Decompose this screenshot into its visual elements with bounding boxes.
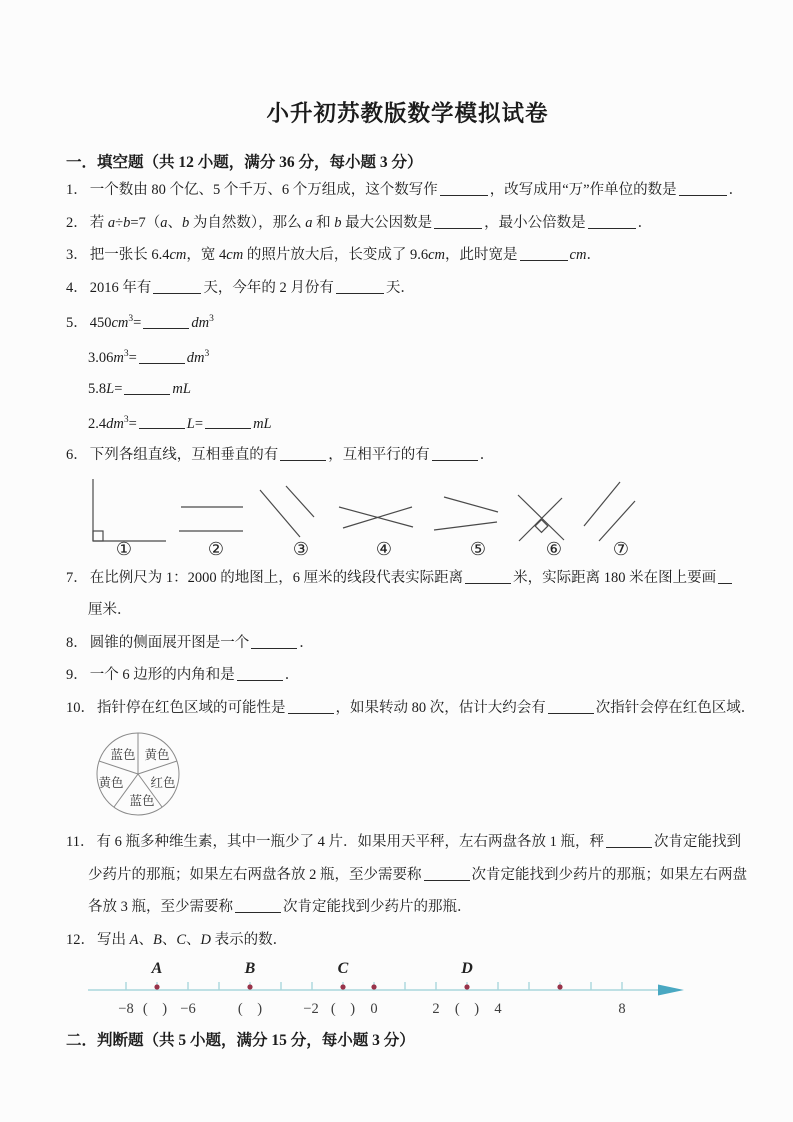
answer-blank — [424, 871, 470, 881]
text-run: b — [123, 214, 131, 231]
text-run: 次肯定能找到少药片的那瓶． — [283, 899, 472, 916]
point-label-A: A — [151, 960, 163, 978]
text-run: D — [200, 931, 211, 948]
text-run: A — [129, 931, 139, 948]
answer-blank — [124, 385, 170, 395]
text-run: cm — [569, 247, 587, 263]
question-12-text — [97, 932, 287, 948]
question-5-line-2 — [66, 339, 749, 374]
answer-blank — [434, 219, 482, 229]
circled-number-5: ⑤ — [469, 538, 487, 558]
answer-blank — [440, 186, 488, 196]
text-run: 450 — [89, 314, 112, 331]
question-8 — [66, 627, 749, 660]
pie-sector-label-left: 黄色 — [98, 776, 124, 791]
text-run: ÷ — [115, 214, 124, 231]
question-3-text — [90, 247, 601, 263]
question-5-line-1 — [90, 315, 214, 331]
question-7-number: 7． — [66, 569, 88, 586]
question-9-text — [90, 667, 300, 683]
question-11-number: 11． — [66, 834, 95, 851]
text-run: B — [152, 931, 162, 948]
q10-spinner-pie-chart — [66, 728, 236, 824]
text-run: 、 — [186, 931, 201, 948]
tick-label: −2 — [303, 1001, 319, 1018]
q6-lines-figure — [66, 474, 746, 558]
question-11-line-1 — [96, 834, 741, 850]
text-run: 天． — [385, 279, 415, 296]
text-run: m — [113, 349, 124, 366]
text-run: 表示的数． — [211, 931, 288, 948]
text-run: 3 — [209, 314, 214, 324]
question-8-number: 8． — [66, 634, 88, 651]
answer-blank — [139, 419, 185, 429]
circled-number-6: ⑥ — [545, 538, 563, 558]
text-run: ． — [586, 247, 601, 263]
question-1-text — [90, 182, 743, 198]
tick-label: 2 — [432, 1001, 440, 1018]
text-run: ，宽 4 — [186, 247, 227, 263]
q6-group-2-parallel-horizontal — [179, 507, 243, 531]
text-run: ． — [728, 182, 744, 198]
text-run: = — [114, 380, 123, 397]
tick-label: 4 — [494, 1001, 502, 1018]
answer-blank — [139, 354, 185, 364]
text-run: 有 6 瓶多种维生素，其中一瓶少了 4 片．如果用天平秤，左右两盘各放 1 瓶，秤 — [96, 834, 604, 851]
text-run: 3 — [128, 314, 134, 324]
circled-number-2: ② — [207, 538, 225, 558]
section2-heading: 二．判断题（共 5 小题，满分 15 分，每小题 3 分） — [66, 1032, 415, 1050]
circled-number-7: ⑦ — [612, 538, 630, 558]
text-run: 、 — [138, 931, 153, 948]
text-run: 3 — [123, 348, 129, 359]
text-run: 在比例尺为 1：2000 的地图上，6 厘米的线段代表实际距离 — [89, 569, 464, 586]
text-run: 把一张长 6.4 — [89, 247, 170, 263]
text-run: cm — [169, 247, 187, 263]
question-7-line-2 — [66, 594, 749, 627]
answer-blank — [432, 451, 478, 461]
q12-number-line — [66, 958, 746, 1022]
question-10-text — [97, 700, 755, 716]
answer-blank — [251, 639, 297, 649]
question-8-text — [90, 635, 314, 651]
text-run: b — [182, 214, 190, 231]
question-7-line-1 — [90, 570, 734, 586]
text-run: ，互相平行的有 — [328, 447, 430, 464]
point-label-D: D — [461, 960, 473, 978]
question-6-number: 6． — [66, 447, 88, 464]
answer-blank — [336, 284, 384, 294]
answer-blank — [235, 903, 281, 913]
text-run: dm — [106, 415, 124, 432]
q6-group-5-converging — [434, 497, 498, 530]
pie-sector-label-top-left: 蓝色 — [110, 748, 136, 763]
question-3 — [66, 239, 749, 272]
point-label-B: B — [244, 960, 256, 978]
answer-blank — [205, 419, 251, 429]
text-run: cm — [428, 247, 446, 263]
number-line-dots — [154, 985, 562, 990]
text-run: 天，今年的 2 月份有 — [203, 279, 334, 296]
text-run: 的照片放大后，长变成了 9.6 — [243, 247, 429, 263]
text-run: 下列各组直线，互相垂直的有 — [89, 447, 279, 464]
answer-blank — [288, 704, 334, 714]
answer-blank — [588, 219, 636, 229]
text-run: 各放 3 瓶，至少需要称 — [88, 899, 233, 916]
question-6-text — [90, 447, 495, 463]
q6-group-3-parallel-slanted — [260, 486, 314, 537]
text-run: 5.8 — [88, 380, 107, 397]
tick-label: −8 — [118, 1001, 134, 1018]
text-run: ． — [637, 214, 653, 231]
text-run: ． — [299, 634, 314, 651]
text-run: 和 — [312, 214, 335, 231]
question-10-number: 10． — [66, 699, 95, 716]
pie-sector-label-right: 红色 — [150, 776, 176, 791]
text-run: 、 — [161, 931, 177, 948]
text-run: cm — [111, 314, 129, 331]
tick-label-blank: ( ) — [237, 1001, 263, 1018]
text-run: 2016 年有 — [89, 279, 152, 296]
question-1-number: 1． — [66, 182, 88, 198]
text-run: 2.4 — [88, 415, 107, 432]
answer-blank — [153, 284, 201, 294]
answer-blank — [679, 186, 727, 196]
text-run: 米，实际距离 180 米在图上要画 — [513, 569, 717, 586]
answer-blank — [548, 704, 594, 714]
text-run: 为自然数），那么 — [189, 214, 306, 231]
pie-sector-label-bottom: 蓝色 — [129, 794, 155, 809]
question-12 — [66, 924, 749, 1023]
text-run: 最大公因数是 — [341, 214, 433, 231]
text-run: 写出 — [97, 931, 130, 948]
text-run: C — [176, 931, 187, 948]
question-5-number: 5． — [66, 314, 88, 331]
question-1 — [66, 174, 749, 207]
axis-arrow-icon — [658, 985, 684, 996]
answer-blank — [143, 319, 189, 329]
question-5 — [66, 304, 749, 439]
point-label-C: C — [337, 960, 349, 978]
question-7 — [66, 562, 749, 627]
question-11 — [66, 826, 749, 924]
tick-label-blank: ( ) — [330, 1001, 356, 1018]
tick-label: −6 — [180, 1001, 196, 1018]
text-run: ，此时宽是 — [445, 247, 518, 263]
text-run: 若 — [89, 214, 108, 231]
text-run: 一个数由 80 个亿、5 个千万、6 个万组成，这个数写作 — [89, 182, 438, 198]
text-run: 次指针会停在红色区域． — [595, 699, 756, 716]
section1-heading: 一．填空题（共 12 小题，满分 36 分，每小题 3 分） — [66, 154, 423, 171]
text-run: 次肯定能找到少药片的那瓶；如果左右两盘 — [471, 866, 747, 883]
circled-number-3: ③ — [292, 538, 310, 558]
text-run: ． — [479, 447, 495, 464]
text-run: dm — [191, 314, 210, 331]
text-run: mL — [172, 380, 191, 397]
question-3-number: 3． — [66, 247, 88, 263]
answer-blank — [718, 574, 732, 584]
text-run: 3 — [123, 414, 129, 425]
text-run: ． — [284, 667, 300, 684]
text-run: ，改写成用“万”作单位的数是 — [489, 182, 677, 198]
circled-number-1: ① — [115, 538, 133, 558]
question-2-text — [90, 215, 652, 231]
question-6 — [66, 439, 749, 558]
question-10 — [66, 692, 756, 825]
text-run: 3 — [204, 348, 210, 359]
text-run: 少药片的那瓶；如果左右两盘各放 2 瓶，至少需要称 — [88, 866, 422, 883]
tick-label-blank: ( ) — [454, 1001, 480, 1018]
answer-blank — [606, 838, 652, 848]
question-5-line-3 — [66, 374, 749, 405]
text-run: b — [334, 214, 342, 231]
text-run: mL — [253, 415, 272, 432]
question-4 — [66, 272, 749, 305]
tick-label: 8 — [618, 1001, 626, 1018]
q6-group-7-parallel-slash — [584, 482, 635, 541]
text-run: a — [107, 214, 116, 231]
pie-sector-label-top-right: 黄色 — [144, 748, 170, 763]
answer-blank — [520, 251, 568, 261]
question-4-number: 4． — [66, 279, 88, 296]
question-9 — [66, 659, 749, 692]
text-run: 厘米． — [88, 602, 132, 619]
text-run: = — [128, 349, 137, 366]
page-title: 小升初苏教版数学模拟试卷 — [266, 101, 549, 126]
text-run: a — [160, 214, 168, 231]
text-run: 一个 6 边形的内角和是 — [89, 667, 235, 684]
text-run: cm — [226, 247, 244, 263]
tick-label-blank: ( ) — [142, 1001, 168, 1018]
question-12-number: 12． — [66, 931, 95, 948]
answer-blank — [237, 671, 283, 681]
circled-number-4: ④ — [375, 538, 393, 558]
text-run: 次肯定能找到 — [653, 834, 741, 851]
text-run: a — [305, 214, 313, 231]
text-run: = — [128, 415, 137, 432]
text-run: 圆锥的侧面展开图是一个 — [89, 634, 250, 651]
text-run: ，如果转动 80 次，估计大约会有 — [335, 699, 546, 716]
question-11-line-3 — [66, 891, 749, 924]
q6-group-4-crossing — [339, 507, 413, 528]
answer-blank — [465, 574, 511, 584]
question-11-line-2 — [66, 859, 749, 892]
question-4-text — [90, 280, 415, 296]
text-run: 指针停在红色区域的可能性是 — [97, 699, 286, 716]
tick-label: 0 — [370, 1001, 378, 1018]
q6-group-1-perpendicular — [93, 479, 166, 541]
text-run: dm — [186, 349, 205, 366]
text-run: L — [106, 380, 115, 397]
question-2 — [66, 207, 749, 240]
text-run: =7（ — [130, 214, 161, 231]
text-run: = — [133, 314, 142, 331]
text-run: L — [186, 415, 195, 432]
q6-group-6-perpendicular-cross — [518, 495, 564, 541]
text-run: ，最小公倍数是 — [484, 214, 586, 231]
question-5-line-4 — [66, 405, 749, 440]
question-9-number: 9． — [66, 667, 88, 684]
question-2-number: 2． — [66, 214, 88, 231]
answer-blank — [280, 451, 326, 461]
text-run: = — [194, 415, 204, 432]
text-run: 、 — [167, 214, 183, 231]
text-run: 3.06 — [88, 349, 114, 366]
